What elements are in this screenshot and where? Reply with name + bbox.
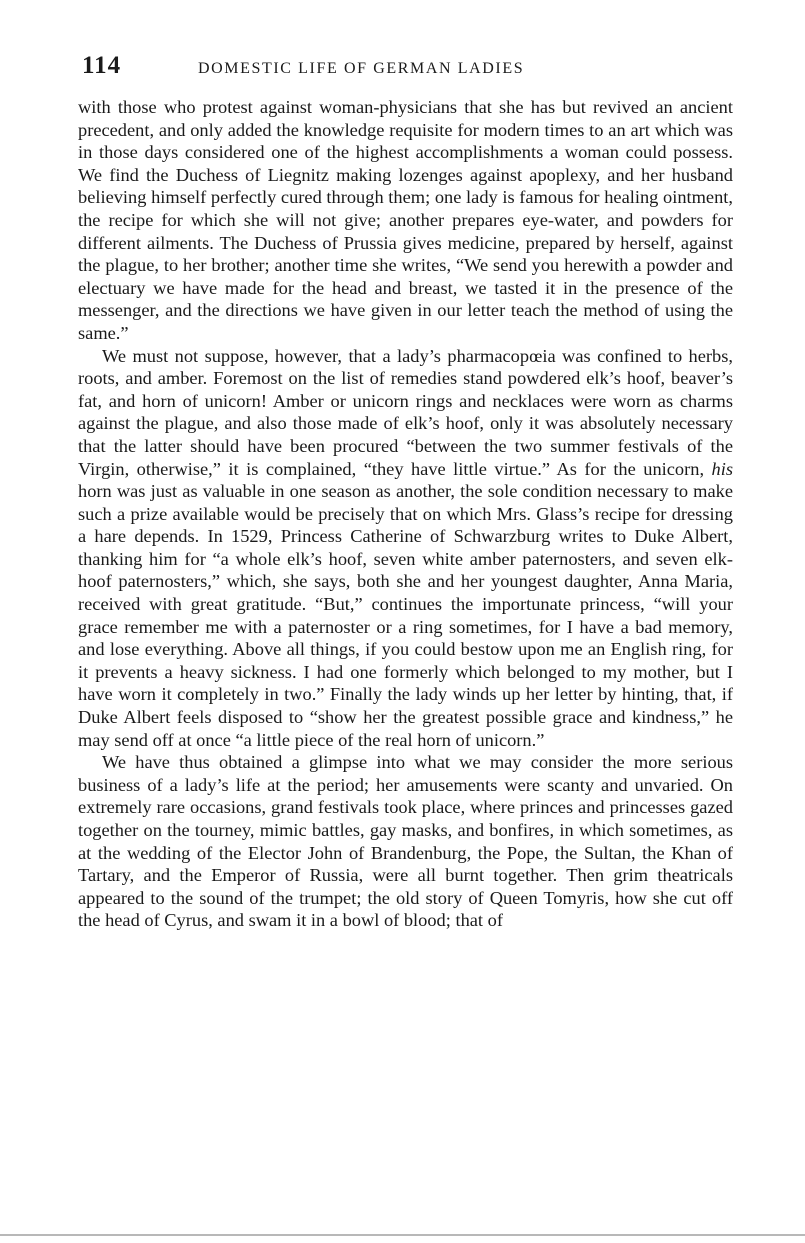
paragraph-3 [78,751,733,932]
paragraph-2-italic-word: his [711,458,733,479]
page-bottom-edge [0,1234,805,1236]
paragraph-3-text: We have thus obtained a glimpse into what we may consider the more serious business of a lady’s life at the period; her amusements were scanty and unvaried. On extremely rare occasions, grand festivals took place, where princes and princesses gazed together on the tourney, mimic battles, gay masks, and bonfires, in which sometimes, as at the wedding of the Elector John of Brandenburg, the Pope, the Sultan, the Khan of Tartary, and the Emperor of Russia, were all burnt together. Then grim theatricals appeared to the sound of the trumpet; the old story of Queen Tomyris, how she cut off the head of Cyrus, and swam it in a bowl of blood; that of [78,752,733,931]
running-title: DOMESTIC LIFE OF GERMAN LADIES [198,60,525,77]
paragraph-2-text-end: horn was just as valuable in one season as another, the sole condition necessary to make such a prize available would be precisely that on which Mrs. Glass’s recipe for dressing a hare depends. In 1529, Princess Catherine of Schwarzburg writes to Duke Albert, thanking him for “a whole elk’s hoof, seven white amber paternosters, and seven elk-hoof paternosters,” which, she says, both she and her youngest daughter, Anna Maria, received with great gratitude. “But,” continues the importunate princess, “will your grace remember me with a paternoster or a ring sometimes, for I have a bad memory, and lose everything. Above all things, if you could bestow upon me an English ring, for it prevents a heavy sickness. I had one formerly which belonged to my mother, but I have worn it completely in two.” Finally the lady winds up her letter by hinting, that, if Duke Albert feels disposed to “show her the greatest possible grace and kindness,” he may send off at once “a little piece of the real horn of unicorn.” [78,481,733,750]
paragraph-1 [78,96,733,345]
paragraph-2-text-start: We must not suppose, however, that a lady’s pharmacopœia was confined to herbs, roots, and amber. Foremost on the list of remedies stand powdered elk’s hoof, beaver’s fat, and horn of unicorn! Amber or unicorn rings and necklaces were worn as charms against the plague, and also those made of elk’s hoof, only it was absolutely necessary that the latter should have been procured “between the two summer festivals of the Virgin, otherwise,” it is complained, “they have little virtue.” As for the unicorn, [78,345,733,479]
running-head [82,52,642,86]
body-text [78,96,733,932]
paragraph-2 [78,345,733,752]
paragraph-1-text: with those who protest against woman-physicians that she has but revived an ancient precedent, and only added the knowledge requisite for modern times to an art which was in those days considered one of the highest accomplishments a woman could possess. We find the Duchess of Liegnitz making lozenges against apoplexy, and her husband believing himself perfectly cured through them; one lady is famous for healing ointment, the recipe for which she will not give; another prepares eye-water, and powders for different ailments. The Duchess of Prussia gives medicine, prepared by herself, against the plague, to her brother; another time she writes, “We send you herewith a powder and electuary we have made for the head and breast, we tasted it in the presence of the messenger, and the directions we have given in our letter teach the method of using the same.” [78,97,733,343]
page-number: 114 [82,52,122,79]
